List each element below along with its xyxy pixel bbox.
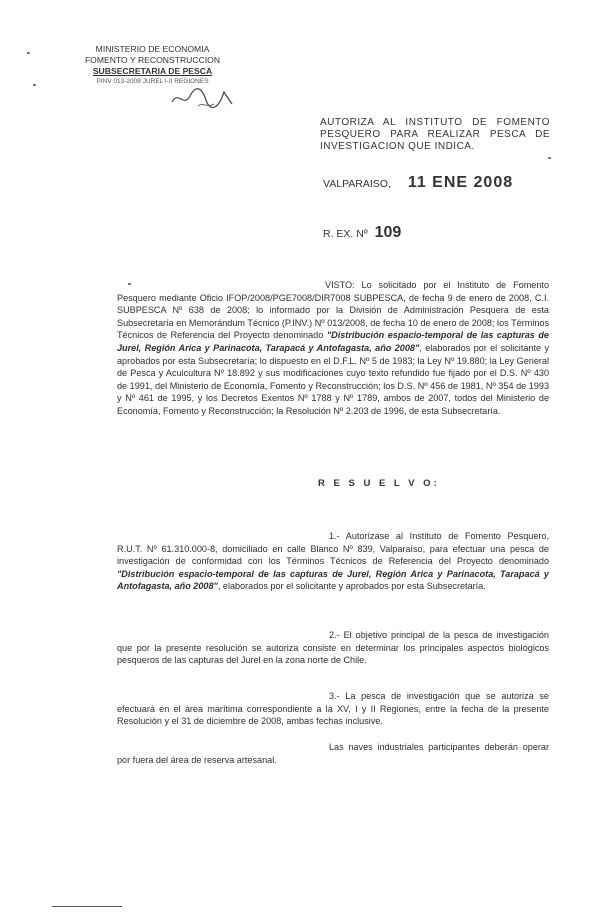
subsecretariat-name: SUBSECRETARIA DE PESCA — [92, 66, 213, 76]
resolution-label: R. EX. Nº — [323, 228, 368, 240]
article-1 — [117, 530, 549, 593]
ministry-name: MINISTERIO DE ECONOMIA — [95, 44, 210, 54]
resuelvo-heading: R E S U E L V O: — [318, 478, 440, 489]
file-reference: PINV 013-2008 JUREL I-II REGIONES — [96, 78, 209, 85]
article-1-text-2: , elaborados por el solicitante y aprobados por esta Subsecretaría. — [217, 581, 486, 592]
ministry-subtitle: FOMENTO Y RECONSTRUCCION — [84, 55, 221, 65]
article-2 — [117, 629, 549, 667]
scan-speck — [33, 84, 36, 86]
article-3-continuation-text: Las naves industriales participantes deberán operar por fuera del área de reserva artesanal. — [117, 742, 549, 765]
date-stamp: 11 ENE 2008 — [407, 174, 514, 191]
initials-signature — [168, 84, 238, 112]
resolution-number-stamp: 109 — [374, 224, 402, 241]
dateline-city: VALPARAISO, — [323, 178, 391, 190]
article-1-text-1: 1.- Autorízase al Instituto de Fomento Pesquero, R.U.T. Nº 61.310.000-8, domiciliado en calle Blanco Nº 839, Valparaíso, para efectuar una pesca de investigación de conformidad con los Términos Técnicos de Referencia del Proyecto denominado — [117, 531, 549, 567]
article-3 — [117, 690, 549, 728]
scan-speck — [548, 157, 551, 159]
resolution-number — [323, 224, 523, 242]
scan-speck — [128, 283, 131, 285]
scan-speck — [27, 52, 30, 54]
dateline — [323, 174, 563, 192]
footer-rule — [52, 906, 122, 907]
article-3-continuation — [117, 741, 549, 766]
article-3-text: 3.- La pesca de investigación que se autoriza se efectuará en el área marítima correspondiente a la XV, I y II Regiones, entre la fecha de la presente Resolución y el 31 de diciembre de 2008, ambas fechas inclusive. — [117, 691, 549, 727]
visto-project-name: "Distribución espacio-temporal de las capturas de Jurel, Región Arica y Parinacota, Tarapacá y Antofagasta, año 2008" — [117, 330, 549, 353]
letterhead — [60, 44, 245, 86]
visto-paragraph — [117, 279, 549, 418]
resolution-title: AUTORIZA AL INSTITUTO DE FOMENTO PESQUERO PARA REALIZAR PESCA DE INVESTIGACION QUE INDICA. — [320, 117, 550, 152]
visto-lead: VISTO: — [325, 280, 355, 290]
visto-text-1: Lo solicitado por el Instituto de Fomento Pesquero mediante Oficio IFOP/2008/PGE7008/DIR7008 SUBPESCA, de fecha 9 de enero de 2008, C.I. SUBPESCA Nº 638 de 2008; lo informado por la División de Administración Pesquera de esta Subsecretaría en Memorándum Técnico (P.INV.) Nº 013/2008, de fecha 10 de enero de 2008; los Términos Técnicos de Referencia del Proyecto denominado — [117, 280, 549, 341]
visto-text-2: , elaborados por el solicitante y aprobados por esta Subsecretaría; lo dispuesto en el D.F.L. Nº 5 de 1983; la Ley Nº 19.880; la Ley General de Pesca y Acuicultura Nº 18.892 y sus modificaciones cuyo texto refundido fue fijado por el D.S. Nº 430 de 1991, del Ministerio de Economía, Fomento y Reconstrucción; los D.S. Nº 456 de 1981, Nº 354 de 1993 y Nº 461 de 1995, y los Decretos Exentos Nº 1788 y Nº 1789, ambos de 2007, todos del Ministerio de Economía, Fomento y Reconstrucción; la Resolución Nº 2.203 de 1996, de esta Subsecretaría. — [117, 342, 549, 416]
article-1-project-name: "Distribución espacio-temporal de las capturas de Jurel, Región Arica y Parinacota, Tarapacá y Antofagasta, año 2008" — [117, 568, 549, 592]
article-2-text: 2.- El objetivo principal de la pesca de investigación que por la presente resolución se autoriza consiste en determinar los principales aspectos biológicos pesqueros de las capturas del Jurel en la zona norte de Chile. — [117, 630, 549, 666]
